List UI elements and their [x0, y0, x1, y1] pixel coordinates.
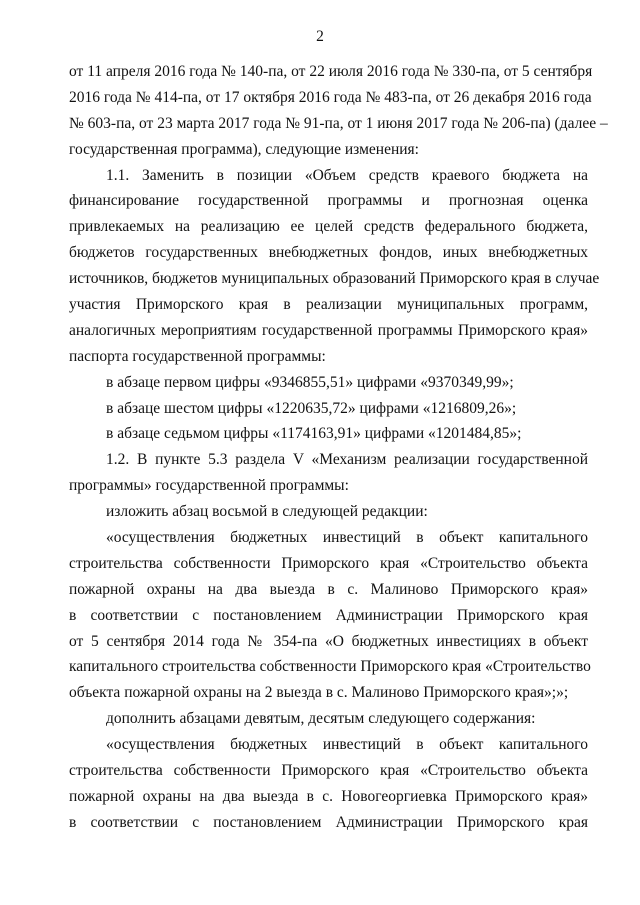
text-line: от 5 сентября 2014 года № 354-па «О бюджетных инвестициях в объект	[69, 632, 588, 650]
text-line: государственная программа), следующие изменения:	[69, 140, 419, 158]
text-line: в абзаце седьмом цифры «1174163,91» цифрами «1201484,85»;	[106, 425, 522, 443]
text-line: 2016 года № 414-па, от 17 октября 2016 года № 483-па, от 26 декабря 2016 года	[69, 88, 592, 106]
text-line: № 603-па, от 23 марта 2017 года № 91-па, от 1 июня 2017 года № 206-па) (далее –	[69, 114, 608, 132]
text-line: объекта пожарной охраны на 2 выезда в с. Малиново Приморского края»;»;	[69, 684, 569, 702]
text-line: пожарной охраны на два выезда в с. Малиново Приморского края»	[69, 580, 588, 598]
text-line: «осуществления бюджетных инвестиций в объект капитального	[106, 736, 588, 754]
text-line: привлекаемых на реализацию ее целей средств федерального бюджета,	[69, 218, 588, 236]
text-line: в соответствии с постановлением Администрации Приморского края	[69, 606, 588, 624]
text-line: от 11 апреля 2016 года № 140-па, от 22 июля 2016 года № 330-па, от 5 сентября	[69, 63, 593, 80]
text-line: изложить абзац восьмой в следующей редакции:	[106, 503, 428, 521]
text-line: капитального строительства собственности Приморского края «Строительство	[69, 658, 591, 676]
text-line: 1.1. Заменить в позиции «Объем средств краевого бюджета на	[106, 166, 588, 184]
text-line: пожарной охраны на два выезда в с. Новогеоргиевка Приморского края»	[69, 787, 588, 805]
text-line: источников, бюджетов муниципальных образований Приморского края в случае	[69, 270, 600, 288]
text-line: дополнить абзацами девятым, десятым следующего содержания:	[106, 710, 536, 728]
text-line: паспорта государственной программы:	[69, 347, 326, 365]
text-line: программы» государственной программы:	[69, 477, 349, 495]
text-line: аналогичных мероприятиям государственной программы Приморского края»	[69, 321, 588, 339]
text-line: 1.2. В пункте 5.3 раздела V «Механизм реализации государственной	[106, 451, 588, 469]
text-line: строительства собственности Приморского края «Строительство объекта	[69, 554, 588, 572]
text-line: участия Приморского края в реализации муниципальных программ,	[69, 296, 588, 314]
text-line: в соответствии с постановлением Администрации Приморского края	[69, 813, 588, 831]
text-line: «осуществления бюджетных инвестиций в объект капитального	[106, 529, 588, 547]
page-number: 2	[316, 28, 324, 45]
text-line: финансирование государственной программы и прогнозная оценка	[69, 192, 588, 210]
text-line: в абзаце шестом цифры «1220635,72» цифрами «1216809,26»;	[106, 399, 517, 417]
text-line: бюджетов государственных внебюджетных фондов, иных внебюджетных	[69, 244, 588, 262]
text-line: в абзаце первом цифры «9346855,51» цифрами «9370349,99»;	[106, 373, 514, 391]
document-body	[69, 59, 608, 836]
text-line: строительства собственности Приморского края «Строительство объекта	[69, 762, 588, 780]
